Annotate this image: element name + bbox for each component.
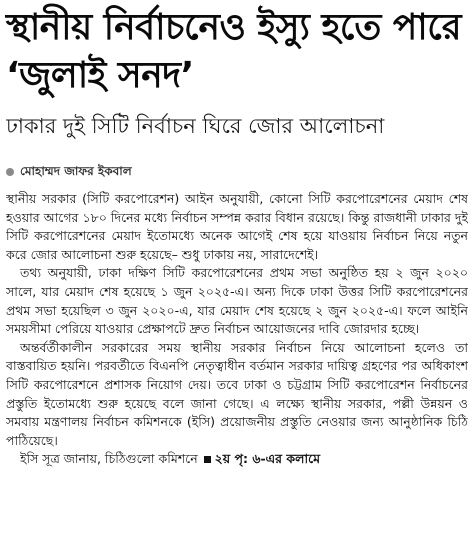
paragraph-4: [6, 450, 468, 469]
continuation-text: ২য় পৃ: ৬-এর কলামে: [214, 451, 321, 467]
article-body: [6, 190, 468, 552]
last-line-text: ইসি সূত্র জানায়, চিঠিগুলো কমিশনে: [20, 451, 198, 467]
square-bullet-icon: [204, 456, 211, 463]
paragraph-3: অন্তর্বর্তীকালীন সরকারের সময় স্থানীয় সরকার নির্বাচন নিয়ে আলোচনা হলেও তা বাস্তবায়িত হয়নি। পরবর্তীতে বিএনপি নেতৃত্বাধীন বর্তমান সরকার দায়িত্ব গ্রহণের পর অধিকাংশ সিটি করপোরেশনে প্রশাসক নিয়োগ দেয়। তবে ঢাকা ও চট্টগ্রাম সিটি করপোরেশন নির্বাচনের প্রস্তুতি ইতোমধ্যে শুরু হয়েছে বলে জানা গেছে। এ লক্ষ্যে স্থানীয় সরকার, পল্লী উন্নয়ন ও সমবায় মন্ত্রণালয় নির্বাচন কমিশনকে (ইসি) প্রয়োজনীয় প্রস্তুতি নেওয়ার জন্য আনুষ্ঠানিক চিঠি পাঠিয়েছে।: [6, 339, 468, 448]
author-name: মোহাম্মদ জাফর ইকবাল: [20, 164, 132, 178]
continuation-note: [198, 451, 320, 466]
headline: স্থানীয় নির্বাচনেও ইস্যু হতে পারে ‘জুলাই সনদ’: [6, 7, 462, 96]
paragraph-2: তথ্য অনুযায়ী, ঢাকা দক্ষিণ সিটি করপোরেশনের প্রথম সভা অনুষ্ঠিত হয় ২ জুন ২০২০ সালে, যার মেয়াদ শেষ হয়েছে ১ জুন ২০২৫-এ। অন্য দিকে ঢাকা উত্তর সিটি করপোরেশনের প্রথম সভা হয়েছিল ৩ জুন ২০২০-এ, যার মেয়াদ শেষ হয়েছে ২ জুন ২০২৫-এ। ফলে আইনি সময়সীমা পেরিয়ে যাওয়ার প্রেক্ষাপটে দ্রুত নির্বাচন আয়োজনের দাবি জোরদার হচ্ছে।: [6, 265, 468, 337]
bullet-icon: [6, 168, 14, 176]
paragraph-1: স্থানীয় সরকার (সিটি করপোরেশন) আইন অনুযায়ী, কোনো সিটি করপোরেশনের মেয়াদ শেষ হওয়ার আগের ১৮০ দিনের মধ্যে নির্বাচন সম্পন্ন করার বিধান রয়েছে। কিন্তু রাজধানী ঢাকার দুই সিটি করপোরেশনের মেয়াদ ইতোমধ্যে অনেক আগেই শেষ হয়ে যাওয়ায় নির্বাচন নিয়ে নতুন করে জোর আলোচনা শুরু হয়েছে– শুধু ঢাকায় নয়, সারাদেশেই।: [6, 191, 468, 262]
byline: [6, 162, 306, 180]
subheadline: ঢাকার দুই সিটি নির্বাচন ঘিরে জোর আলোচনা: [6, 114, 385, 138]
